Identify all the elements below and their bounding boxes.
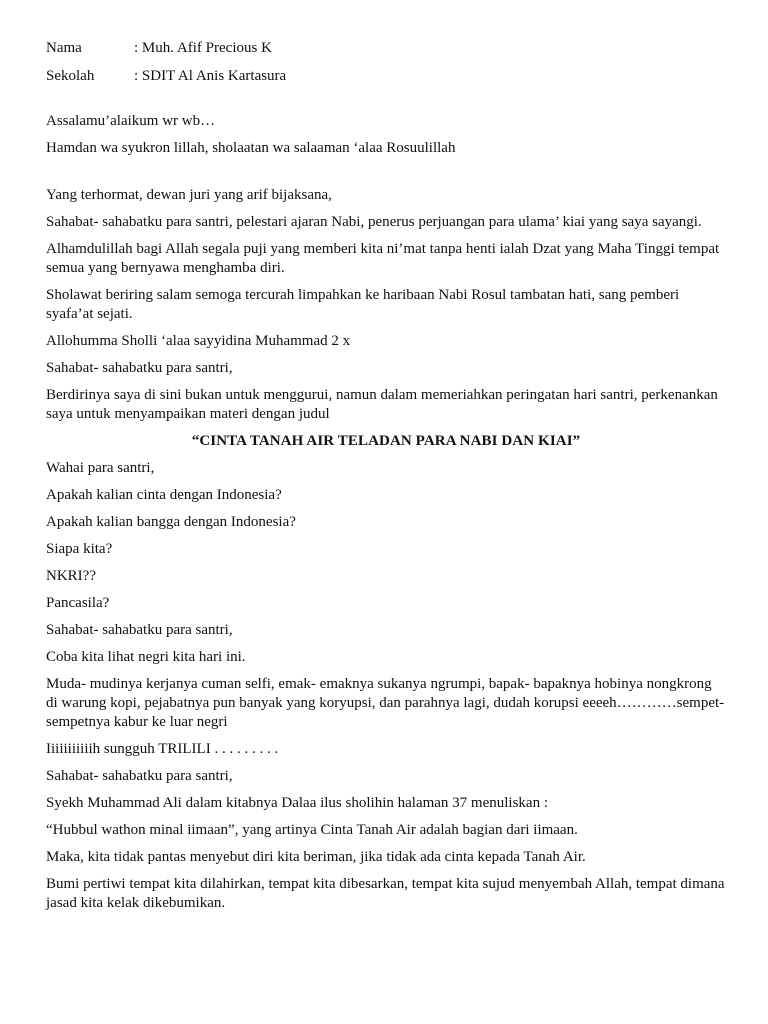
paragraph: Maka, kita tidak pantas menyebut diri kita beriman, jika tidak ada cinta kepada Tanah Air. xyxy=(46,849,586,865)
speech-title: “CINTA TANAH AIR TELADAN PARA NABI DAN KIAI” xyxy=(191,433,581,449)
name-label: Nama xyxy=(46,40,82,56)
paragraph: Muda- mudinya kerjanya cuman selfi, emak- emaknya sukanya ngrumpi, bapak- bapaknya hobinya nongkrong di warung kopi, pejabatnya pun banyak yang koryupsi, dan parahnya lagi, dudah korupsi eeeeh…………sempet- sempetnya kabur ke luar negri xyxy=(46,676,725,730)
paragraph: Bumi pertiwi tempat kita dilahirkan, tempat kita dibesarkan, tempat kita sujud menyembah Allah, tempat dimana jasad kita kelak dikebumikan. xyxy=(46,876,725,911)
paragraph: Sahabat- sahabatku para santri, xyxy=(46,622,233,638)
document-page xyxy=(46,38,726,921)
paragraph: Apakah kalian cinta dengan Indonesia? xyxy=(46,487,282,503)
paragraph: Berdirinya saya di sini bukan untuk menggurui, namun dalam memeriahkan peringatan hari santri, perkenankan saya untuk menyampaikan materi dengan judul xyxy=(46,387,718,422)
salam-line: Assalamu’alaikum wr wb… xyxy=(46,113,216,129)
paragraph: Sholawat beriring salam semoga tercurah limpahkan ke haribaan Nabi Rosul tambatan hati, sang pemberi syafa’at sejati. xyxy=(46,287,680,322)
school-value: : SDIT Al Anis Kartasura xyxy=(134,68,287,84)
paragraph: Sahabat- sahabatku para santri, xyxy=(46,768,233,784)
paragraph: Sahabat- sahabatku para santri, pelestari ajaran Nabi, penerus perjuangan para ulama’ kiai yang saya sayangi. xyxy=(46,214,702,230)
paragraph: Siapa kita? xyxy=(46,541,113,557)
paragraph: Sahabat- sahabatku para santri, xyxy=(46,360,233,376)
opening-greeting xyxy=(46,112,726,158)
paragraph: Pancasila? xyxy=(46,595,110,611)
school-label: Sekolah xyxy=(46,68,95,84)
hamdalah-line: Hamdan wa syukron lillah, sholaatan wa salaaman ‘alaa Rosuulillah xyxy=(46,140,456,156)
speech-body xyxy=(46,186,726,913)
paragraph: NKRI?? xyxy=(46,568,96,584)
paragraph: Allohumma Sholli ‘alaa sayyidina Muhammad 2 x xyxy=(46,333,351,349)
paragraph: Wahai para santri, xyxy=(46,460,155,476)
paragraph: Syekh Muhammad Ali dalam kitabnya Dalaa ilus sholihin halaman 37 menuliskan : xyxy=(46,795,548,811)
paragraph: “Hubbul wathon minal iimaan”, yang artinya Cinta Tanah Air adalah bagian dari iimaan. xyxy=(46,822,578,838)
school-row xyxy=(46,66,726,86)
identity-header xyxy=(46,38,726,86)
paragraph: Yang terhormat, dewan juri yang arif bijaksana, xyxy=(46,187,332,203)
paragraph: Alhamdulillah bagi Allah segala puji yang memberi kita ni’mat tanpa henti ialah Dzat yang Maha Tinggi tempat semua yang bernyawa menghamba diri. xyxy=(46,241,720,276)
paragraph: Apakah kalian bangga dengan Indonesia? xyxy=(46,514,296,530)
paragraph: Iiiiiiiiiiih sungguh TRILILI . . . . . . . . . xyxy=(46,741,279,757)
paragraph: Coba kita lihat negri kita hari ini. xyxy=(46,649,246,665)
name-value: : Muh. Afif Precious K xyxy=(134,40,272,56)
name-row xyxy=(46,38,726,58)
